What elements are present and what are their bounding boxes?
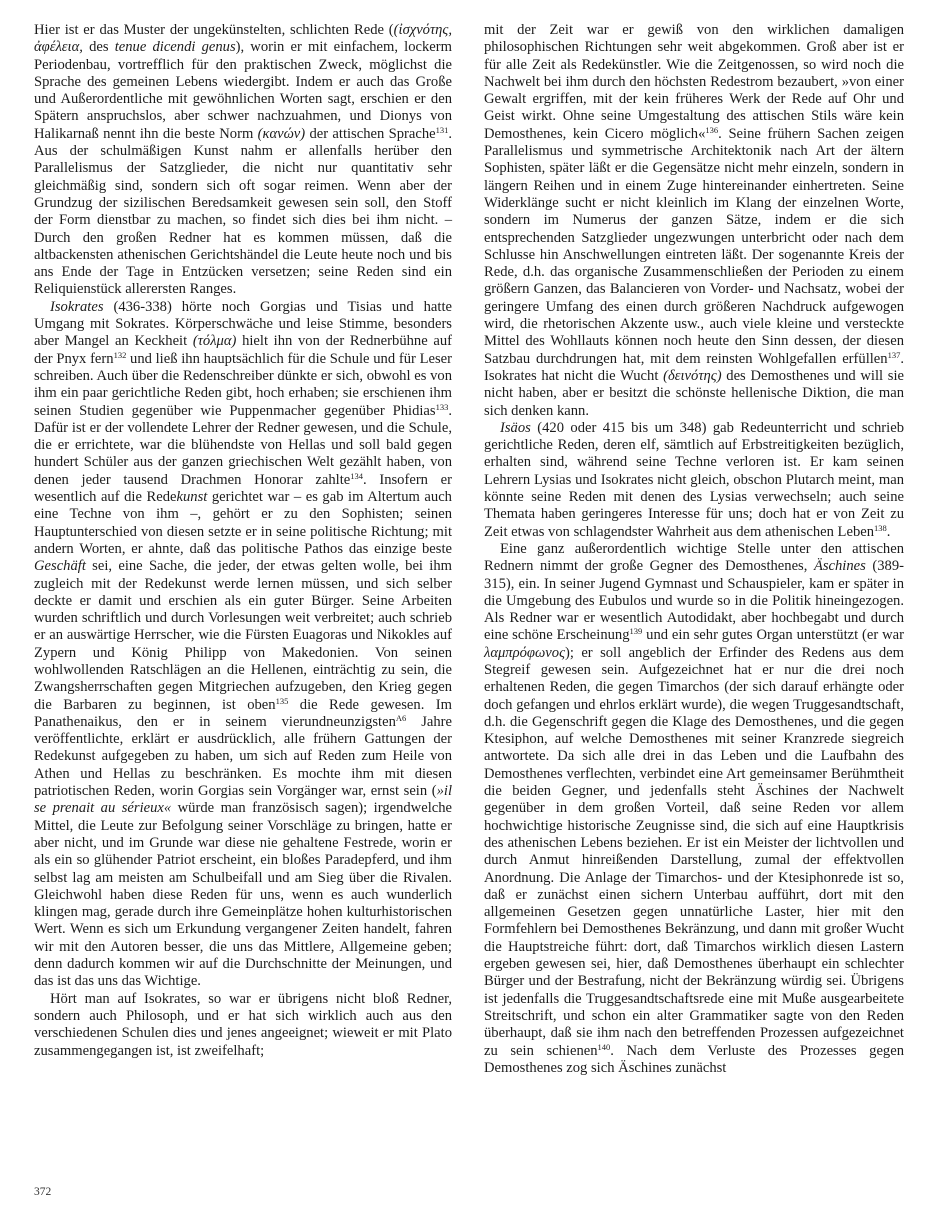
paragraph	[34, 22, 452, 299]
footnote-ref: 135	[275, 695, 289, 706]
footnote-ref: A6	[395, 712, 407, 723]
italic-span: Geschäft	[34, 558, 86, 575]
italic-span: (δεινότης)	[663, 367, 722, 384]
text-span: (389-315), ein. In seiner Jugend Gymnast und Schauspieler, kam er später in die Umgebung des Eubulos und wurde so in die Politik hineingezogen. Als Redner war er wesentlich Autodidakt, aber hochbegabt und durch eine schöne Erscheinung	[484, 558, 904, 644]
text-span: die Rede gewesen. Im Panathenaikus, den er in seinem vierundneunzigsten	[34, 696, 453, 730]
text-span: des Demosthenes und will sie nicht haben, aber er besitzt die schönste hellenische Diktion, die man sich denken kann.	[484, 367, 904, 419]
text-span: Eine ganz außerordentlich wichtige Stelle unter den attischen Rednern nimmt der große Gegner des Demosthenes,	[484, 540, 904, 575]
text-span: gerichtet war – es gab im Altertum auch eine Techne von ihm –, gehört er zu den Sophisten; seinen Hauptunterschied von diesen setzte er in seine politische Richtung; mit andern Worten, er ahnte, daß das politische Pathos das einzige beste	[34, 489, 452, 557]
footnote-ref: 132	[113, 349, 127, 360]
footnote-ref: 136	[705, 124, 719, 135]
footnote-ref: 131	[435, 124, 449, 135]
right-column	[484, 22, 904, 1077]
footnote-ref: 137	[887, 349, 901, 360]
text-span: und ließ ihn hauptsächlich für die Schule und für Leser schreiben. Auch über die Redenschreiber dünkte er sich, obwohl es von ihm ein paar gerichtliche Reden gibt, hoch erhaben; sie erschienen ihm seinen Studien gegenüber wie Puppenmacher gegenüber Phidias	[34, 350, 452, 419]
text-span: (420 oder 415 bis um 348) gab Redeunterricht und schrieb gerichtliche Reden, deren elf, sämtlich auf Erbstreitigkeiten bezüglich, erhalten sind, während seine Techne verloren ist. Er kam seinen Lehrern Lysias und Isokrates nicht gleich, obschon Plutarch meint, man könnte seine Reden mit denen des Lysias verwechseln; auch seine Themata haben geringeres Interesse für uns; doch hat er von Zeit zu Zeit etwas von schlagendster Wahrheit aus dem athenischen Leben	[484, 419, 904, 540]
footnote-ref: 134	[350, 470, 364, 481]
text-span: der attischen Sprache	[305, 125, 436, 142]
footnote-ref: 139	[629, 626, 643, 637]
italic-span: »il se prenait au sérieux«	[34, 783, 452, 817]
italic-span: (κανών)	[257, 125, 306, 142]
text-span: . Aus der schulmäßigen Kunst nahm er allenfalls herüber den Parallelismus der Satzglieder, die nicht nur quantitativ sehr gleichmäßig sind, sondern sich oft sogar reimen. Wenn aber der Grundzug der sizilischen Beredsamkeit gewesen sein soll, den Stoff der Form dienstbar zu machen, so findet sich dies bei ihm nicht. – Durch den großen Redner hat es kommen müssen, daß die altbackensten athenischen Gerichtshändel die Leute heute noch und bis ans Ende der Tage in Entzücken versetzen; seine Reden sind ein Reliquienstück allerersten Ranges.	[34, 125, 452, 298]
text-span: mit der Zeit war er gewiß von den wirklichen damaligen philosophischen Richtungen sehr weit abgekommen. Groß aber ist er für alle Zeit als Redekünstler. Wie die Zeitgenossen, so wird noch die Nachwelt bei ihm durch den höchsten Redestrom bezaubert, »von einer Gewalt ergriffen, mit der kein früheres Werk der Rede auf Ohr und Geist wirkt. Ohne seine Umgestaltung des attischen Stils wäre kein Demosthenes, kein Cicero möglich«	[484, 22, 904, 142]
text-span: hielt ihn von der Rednerbühne auf der Pnyx fern	[34, 333, 452, 367]
italic-span: Äschines	[813, 558, 866, 575]
paragraph	[34, 991, 452, 1060]
text-span: . Dafür ist er der vollendete Lehrer der Redner gewesen, und die Schule, die er errichtete, war die blühendste von Hellas und soll bald gegen hundert Schüler aus der ganzen griechischen Welt gezählt haben, von denen jeder tausend Drachmen Honorar zahlte	[34, 402, 452, 488]
footnote-ref: 140	[597, 1041, 611, 1052]
text-span: Jahre veröffentlichte, erklärt er ausdrücklich, alle frühern Gattungen der Redekunst aufgegeben zu haben, um sich auf Reden zum Heile von Athen und Hellas zu beschränken. Es mochte ihm mit diesen patriotischen Reden, worin Gorgias sein Vorgänger war, ernst sein (	[34, 713, 452, 800]
text-span: . Seine frühern Sachen zeigen Parallelismus und symmetrische Architektonik nach Art der ältern Sophisten, später läßt er die Gegensätze nicht mehr einzeln, sondern in längern Reihen und in einem Zuge hintereinander einhertreten. Seine Widerklänge sucht er nicht kleinlich im Klang der einzelnen Worte, sondern im Numerus der ganzen Sätze, indem er die sich entsprechenden Satzglieder ungezwungen unterbricht oder nach dem Schlusse hin Anschwellungen eintreten läßt. Der sogenannte Kreis der Rede, d.h. das organische Zusammenschließen der Perioden zu einem größern Ganzen, das Balancieren von Vorder- und Nachsatz, wobei der geringere Umfang des einen durch größeren Nachdruck aufgewogen wird, die rhetorischen Akzente usw., auch viele kleine und versteckte Mittel des Wohllauts können noch heute den Sinn dessen, der diesen Satzbau durchdrungen hat, mit dem reinsten Wohlgefallen erfüllen	[484, 125, 904, 367]
italic-span: Isäos	[500, 419, 531, 436]
text-span: .	[886, 523, 891, 540]
italic-span: tenue dicendi genus	[114, 39, 236, 56]
italic-span: (τόλμα)	[192, 333, 237, 350]
text-span: sei, eine Sache, die jeder, der etwas gelten wolle, bei ihm zugleich mit der Redekunst werde lernen müssen, und sich selber deckte er damit und erschien als ein guter Bürger. Seine Arbeiten wurden schriftlich und durch Vorlesungen weit verbreitet; auch schrieb er an auswärtige Herrscher, wie die Fürsten Euagoras und Nikokles auf Zypern und König Philipp von Makedonien. Von seinen wohlwollenden Ratschlägen an die Hellenen, einträchtig zu sein, die Zwangsherrschaften gegen Mitgriechen aufzugeben, den Krieg gegen die Barbaren zu beginnen, ist oben	[34, 558, 452, 713]
paragraph	[34, 299, 452, 991]
italic-span: Isokrates	[50, 298, 104, 315]
footnote-ref: 138	[874, 522, 887, 533]
text-span: ); er soll angeblich der Erfinder des Redens aus dem Stegreif gewesen sein. Aufgezeichnet hat er nur die drei noch erhaltenen Reden, die gegen Timarchos (der sich darauf erhängte oder doch gefangen und ehrlos erklärt wurde), die wegen Truggesandtschaft, d.h. die Gegenschrift gegen die Klage des Demosthenes, und die gegen Ktesiphon, auf welche Demosthenes mit seiner Kranzrede siegreich antwortete. Da sich alle drei in das Leben und die Laufbahn des Demosthenes verflechten, verbindet eine Art gemeinsamer Berühmtheit die beiden Gegner, und jedenfalls steht Äschines der Nachwelt gegenüber in dem großen Vorteil, daß seine Reden vor allem hochwichtige historische Zeugnisse sind, die sich auf eine Hauptkrisis des athenischen Lebens beziehen. Er ist ein Meister der lichtvollen und durch Anmut hinreißenden Darstellung, zumal der effektvollen Anordnung. Die Anlage der Timarchos- und der Ktesiphonrede ist so, daß er zunächst einen sichern Unterbau aufführt, dort mit den allgemeinen Gesetzen gegen unnatürliche Laster, hier mit den Formfehlern bei Demosthenes Bekränzung, und dann mit großer Wucht die Hauptstreiche führt: dort, daß Timarchos wirklich diesen Lastern ergeben gewesen sei, hier, daß Demosthenes überhaupt ein schlechter Bürger und der Bestrafung, nicht der Bekränzung würdig sei. Übrigens ist jedenfalls die Truggesandtschaftsrede eine mit Muße ausgearbeitete Streitschrift, und schon ein alter Grammatiker sagte von den Reden überhaupt, daß sie ihm nach den betreffenden Prozessen aufgezeichnet zu sein schienen	[484, 644, 904, 1059]
text-span: Hier ist er das Muster der ungekünstelten, schlichten Rede (	[34, 22, 394, 38]
text-span: ), worin er mit einfachem, lockerm Periodenbau, vortrefflich für den praktischen Zweck, möglichst die Sprache des gemeinen Lebens wiedergibt. Indem er auch das Große und Außerordentliche mit gewöhnlichen Worten sagt, erschien er den Spätern anspruchslos, aber schwer nachzuahmen, und Dionys von Halikarnaß nennt ihn die beste Norm	[34, 39, 452, 142]
text-span: und ein sehr gutes Organ unterstützt (er war	[642, 627, 904, 644]
page	[34, 22, 904, 1172]
paragraph	[484, 541, 904, 1077]
text-span: (436-338) hörte noch Gorgias und Tisias und hatte Umgang mit Sokrates. Körperschwäche und leise Stimme, besonders aber Mangel an Keckheit	[34, 298, 452, 350]
text-span: Hört man auf Isokrates, so war er übrigens nicht bloß Redner, sondern auch Philosoph, und er hat sich wirklich auch aus den verschiedenen Schulen dies und jenes angeeignet; wieweit er mit Plato zusammengegangen ist, ist zweifelhaft;	[34, 990, 452, 1059]
text-span: würde man französisch sagen); irgendwelche Mittel, die Leute zur Befolgung seiner Vorschläge zu bringen, hatte er aber nicht, und im Grunde war diese nie gehaltene Festrede, worin er als ein so glühender Patriot erscheint, ein bloßes Paradepferd, und ihm selbst lag am meisten am Schulbeifall und am Sieg über die Rivalen. Gleichwohl haben diese Reden für uns, wenn es auch wunderlich klingen mag, gerade durch ihre Gemeinplätze hohen kulturhistorischen Wert. Wenn es sich um Erkundung vergangener Zeiten handelt, fahren wir mit den Autoren besser, die uns das Mittlere, Allgemeine geben; denn dadurch kommen wir auf die Durchschnitte der Meinungen, und das ist das uns das Wichtige.	[34, 800, 453, 990]
text-span: des	[82, 39, 115, 56]
italic-span: (ἰσχνότης, ἀφέλεια,	[34, 22, 452, 56]
page-number: 372	[34, 1186, 52, 1198]
italic-span: kunst	[176, 489, 208, 506]
paragraph	[484, 22, 904, 420]
paragraph	[484, 420, 904, 541]
text-span: . Nach dem Verluste des Prozesses gegen Demosthenes zog sich Äschines zunächst	[484, 1042, 904, 1076]
text-span: . Insofern er wesentlich auf die Rede	[34, 471, 452, 506]
italic-span: λαμπρόφωνος	[484, 644, 565, 661]
text-span: . Isokrates hat nicht die Wucht	[484, 350, 904, 384]
footnote-ref: 133	[435, 401, 449, 412]
left-column	[34, 22, 452, 1060]
